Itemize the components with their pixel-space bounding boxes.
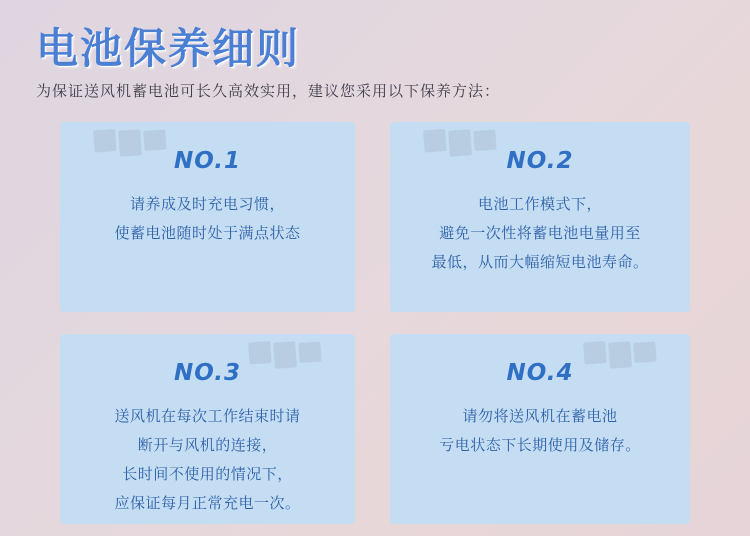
tip-card-1-number: NO.1 — [173, 148, 242, 174]
tip-card-3-line-2: 断开与风机的连接， — [137, 436, 278, 454]
tip-card-3-number: NO.3 — [173, 360, 242, 386]
tip-card-2 — [390, 122, 690, 312]
page-title: 电池保养细则 — [36, 24, 301, 73]
tip-card-3-line-3: 长时间不使用的情况下， — [122, 465, 293, 483]
tip-card-2-line-3: 最低，从而大幅缩短电池寿命。 — [431, 253, 649, 271]
tip-card-1 — [60, 122, 355, 312]
tip-card-3-body — [60, 402, 355, 518]
tip-card-2-body — [390, 190, 690, 277]
tip-card-2-line-2: 避免一次性将蓄电池电量用至 — [439, 224, 641, 242]
tip-card-3-line-1: 送风机在每次工作结束时请 — [114, 407, 301, 425]
tip-card-1-line-1: 请养成及时充电习惯， — [129, 195, 285, 213]
tip-card-3-line-4: 应保证每月正常充电一次。 — [114, 494, 301, 512]
tip-card-1-body — [60, 190, 355, 248]
tip-card-1-line-2: 使蓄电池随时处于满点状态 — [114, 224, 301, 242]
tip-card-4 — [390, 334, 690, 524]
tip-card-3 — [60, 334, 355, 524]
tip-card-2-number: NO.2 — [506, 148, 574, 174]
tip-card-4-number: NO.4 — [506, 360, 574, 386]
tip-card-4-body — [390, 402, 690, 460]
tip-card-2-line-1: 电池工作模式下， — [477, 195, 602, 213]
tip-card-4-line-1: 请勿将送风机在蓄电池 — [462, 407, 618, 425]
page-subtitle: 为保证送风机蓄电池可长久高效实用，建议您采用以下保养方法： — [36, 82, 501, 100]
tip-card-4-line-2: 亏电状态下长期使用及储存。 — [439, 436, 641, 454]
